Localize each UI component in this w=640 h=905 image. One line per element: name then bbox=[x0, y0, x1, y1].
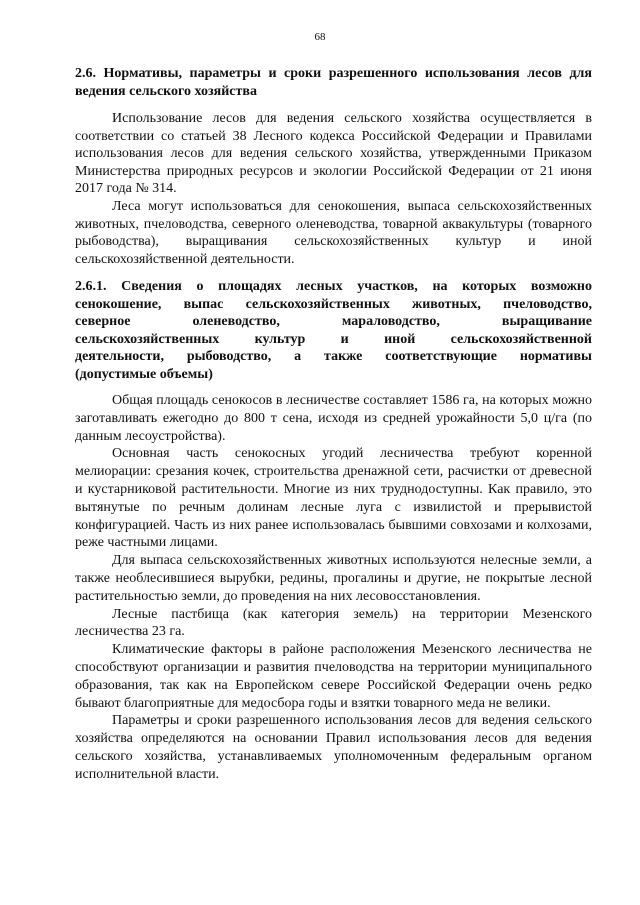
paragraph: Для выпаса сельскохозяйственных животных используются нелесные земли, а также необлесившиеся вырубки, редины, прогалины и другие, не покрытые лесной растительностью земли, до проведения на них лесовосстановления. bbox=[75, 553, 592, 604]
heading-line: сельскохозяйственных культур и иной сельскохозяйственной bbox=[75, 331, 592, 347]
section-2-6-body bbox=[75, 110, 592, 268]
heading-line: деятельности, рыбоводство, а также соответствующие нормативы bbox=[75, 349, 592, 364]
paragraph: Параметры и сроки разрешенного использования лесов для ведения сельского хозяйства определяются на основании Правил использования лесов для ведения сельского хозяйства, устанавливаемых уполномоченным федеральным органом исполнительной власти. bbox=[75, 713, 592, 782]
heading-line: (допустимые объемы) bbox=[75, 366, 213, 382]
heading-line: северное оленеводство, мараловодство, выращивание bbox=[75, 314, 592, 329]
paragraph: Климатические факторы в районе расположения Мезенского лесничества не способствуют организации и развития пчеловодства на территории муниципального образования, так как на Европейском севере Российской Федерации очень редко бывают благоприятные для медосбора годы и взятки товарного меда не велики. bbox=[75, 642, 592, 711]
section-2-6-1-body bbox=[75, 392, 592, 784]
paragraph: Основная часть сенокосных угодий лесничества требуют коренной мелиорации: срезания кочек, строительства дренажной сети, расчистки от древесной и кустарниковой растительности. Многие из них труднодоступны. Как правило, это вытянутые по речным долинам лесные луга с извилистой и прерывистой конфигурацией. Часть из них ранее использовалась бывшими совхозами и колхозами, реже частными лицами. bbox=[75, 446, 592, 551]
heading-line: 2.6.1. Сведения о площадях лесных участков, на которых возможно bbox=[75, 279, 592, 294]
section-2-6-heading: 2.6. Нормативы, параметры и сроки разрешенного использования лесов для ведения сельского хозяйства bbox=[75, 66, 592, 99]
paragraph: Общая площадь сенокосов в лесничестве составляет 1586 га, на которых можно заготавливать ежегодно до 800 т сена, исходя из средней урожайности 5,0 ц/га (по данным лесоустройства). bbox=[75, 393, 592, 444]
paragraph: Леса могут использоваться для сенокошения, выпаса сельскохозяйственных животных, пчеловодства, северного оленеводства, товарной аквакультуры (товарного рыбоводства), выращивания сельскохозяйственных культур и иной сельскохозяйственной деятельности. bbox=[75, 198, 592, 267]
paragraph: Лесные пастбища (как категория земель) на территории Мезенского лесничества 23 га. bbox=[75, 606, 592, 640]
heading-line: сенокошение, выпас сельскохозяйственных животных, пчеловодство, bbox=[75, 296, 592, 312]
section-2-6-1-heading bbox=[75, 278, 592, 383]
paragraph: Использование лесов для ведения сельского хозяйства осуществляется в соответствии со статьей 38 Лесного кодекса Российской Федерации и Правилами использования лесов для ведения сельского хозяйства, утвержденными Приказом Министерства природных ресурсов и экологии Российской Федерации от 21 июня 2017 года № 314. bbox=[75, 111, 592, 197]
page-number: 68 bbox=[314, 31, 326, 43]
